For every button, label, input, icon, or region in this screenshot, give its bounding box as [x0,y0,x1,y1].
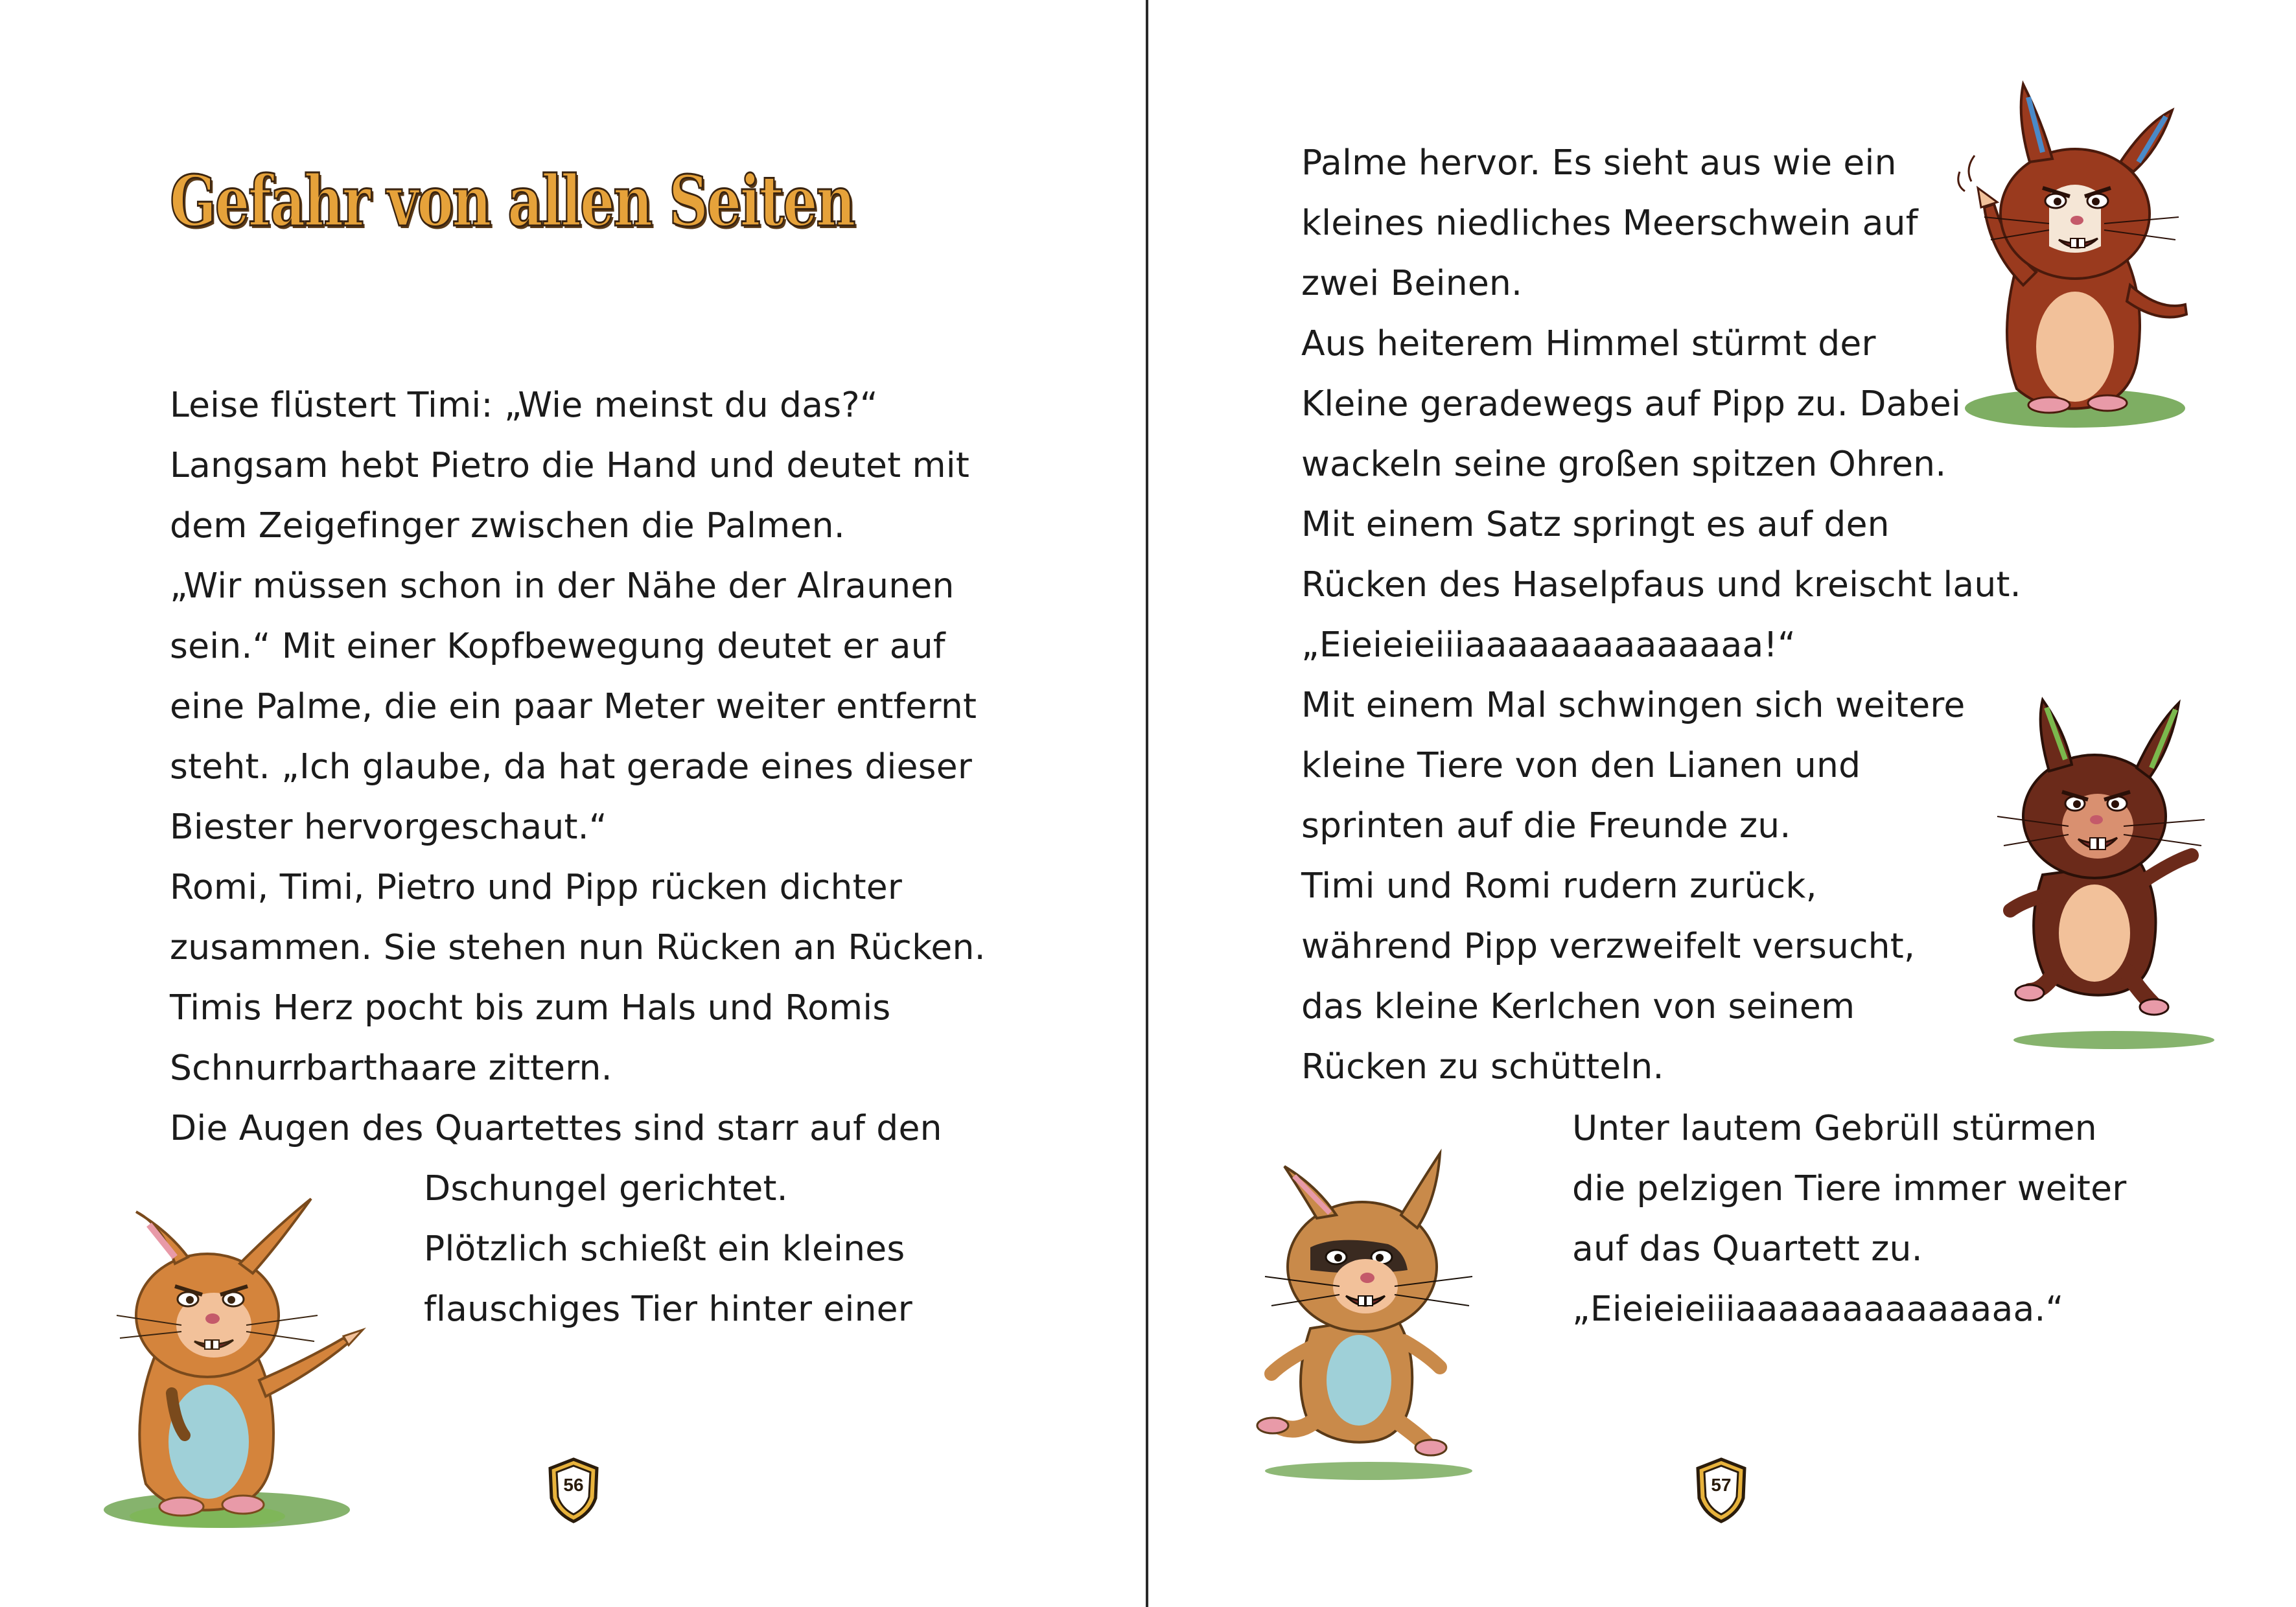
text-line: Schnurrbarthaare zittern. [170,1047,612,1088]
text-line: zwei Beinen. [1301,262,1523,303]
text-line: Rücken des Haselpfaus und kreischt laut. [1301,564,2021,605]
text-line: eine Palme, die ein paar Meter weiter entfernt [170,686,977,726]
text-line: sprinten auf die Freunde zu. [1301,805,1791,846]
right-body-text [1301,132,2021,1096]
text-line: Plötzlich schießt ein kleines [424,1228,905,1269]
text-line: Langsam hebt Pietro die Hand und deutet mit [170,445,970,485]
text-line: Palme hervor. Es sieht aus wie ein [1301,142,1897,183]
guinea-pig-waving-illustration [1945,78,2218,454]
text-line: während Pipp verzweifelt versucht, [1301,925,1916,966]
text-line: Romi, Timi, Pietro und Pipp rücken dichter [170,866,903,907]
text-line: steht. „Ich glaube, da hat gerade eines dieser [170,746,973,787]
text-line: „Wir müssen schon in der Nähe der Alraunen [170,565,955,606]
page-number: 56 [563,1475,584,1495]
text-line: Timis Herz pocht bis zum Hals und Romis [170,987,891,1028]
page-number: 57 [1711,1475,1732,1495]
text-line: kleines niedliches Meerschwein auf [1301,202,1918,243]
text-line: wackeln seine großen spitzen Ohren. [1301,443,1947,484]
text-line: Leise flüstert Timi: „Wie meinst du das?“ [170,384,878,425]
text-line: sein.“ Mit einer Kopfbewegung deutet er auf [170,625,945,666]
text-line: das kleine Kerlchen von seinem [1301,986,1855,1026]
right-body-text-indented [1572,1098,2126,1339]
text-line: dem Zeigefinger zwischen die Palmen. [170,505,845,546]
left-body-text-indented [424,1158,912,1339]
text-line: auf das Quartett zu. [1572,1228,1923,1269]
text-line: Dschungel gerichtet. [424,1168,788,1208]
left-page [0,0,1147,1607]
text-line: zusammen. Sie stehen nun Rücken an Rücken. [170,927,986,967]
text-line: Kleine geradewegs auf Pipp zu. Dabei [1301,383,1961,424]
text-line: kleine Tiere von den Lianen und [1301,745,1861,785]
text-line: Mit einem Satz springt es auf den [1301,503,1890,544]
text-line: Die Augen des Quartettes sind starr auf den [170,1107,942,1148]
text-line: „Eieieieiiiaaaaaaaaaaaaaa!“ [1301,624,1796,665]
text-line: Timi und Romi rudern zurück, [1301,865,1817,906]
hamster-pointing-illustration [58,1186,369,1549]
page-number-badge [546,1457,601,1524]
text-line: „Eieieieiiiaaaaaaaaaaaaaa.“ [1572,1288,2064,1329]
raccoon-guinea-pig-running-illustration [1233,1140,1505,1490]
right-page [1148,0,2296,1607]
left-body-text [170,375,986,1158]
text-line: Unter lautem Gebrüll stürmen [1572,1107,2097,1148]
text-line: Mit einem Mal schwingen sich weitere [1301,684,1966,725]
text-line: die pelzigen Tiere immer weiter [1572,1168,2127,1208]
guinea-pig-jumping-illustration [1984,687,2218,1056]
text-line: Aus heiterem Himmel stürmt der [1301,323,1876,364]
page-number-badge [1694,1457,1748,1524]
text-line: Rücken zu schütteln. [1301,1046,1664,1087]
text-line: Biester hervorgeschaut.“ [170,806,607,847]
chapter-title: Gefahr von allen Seiten [170,161,855,242]
text-line: flauschiges Tier hinter einer [424,1288,912,1329]
